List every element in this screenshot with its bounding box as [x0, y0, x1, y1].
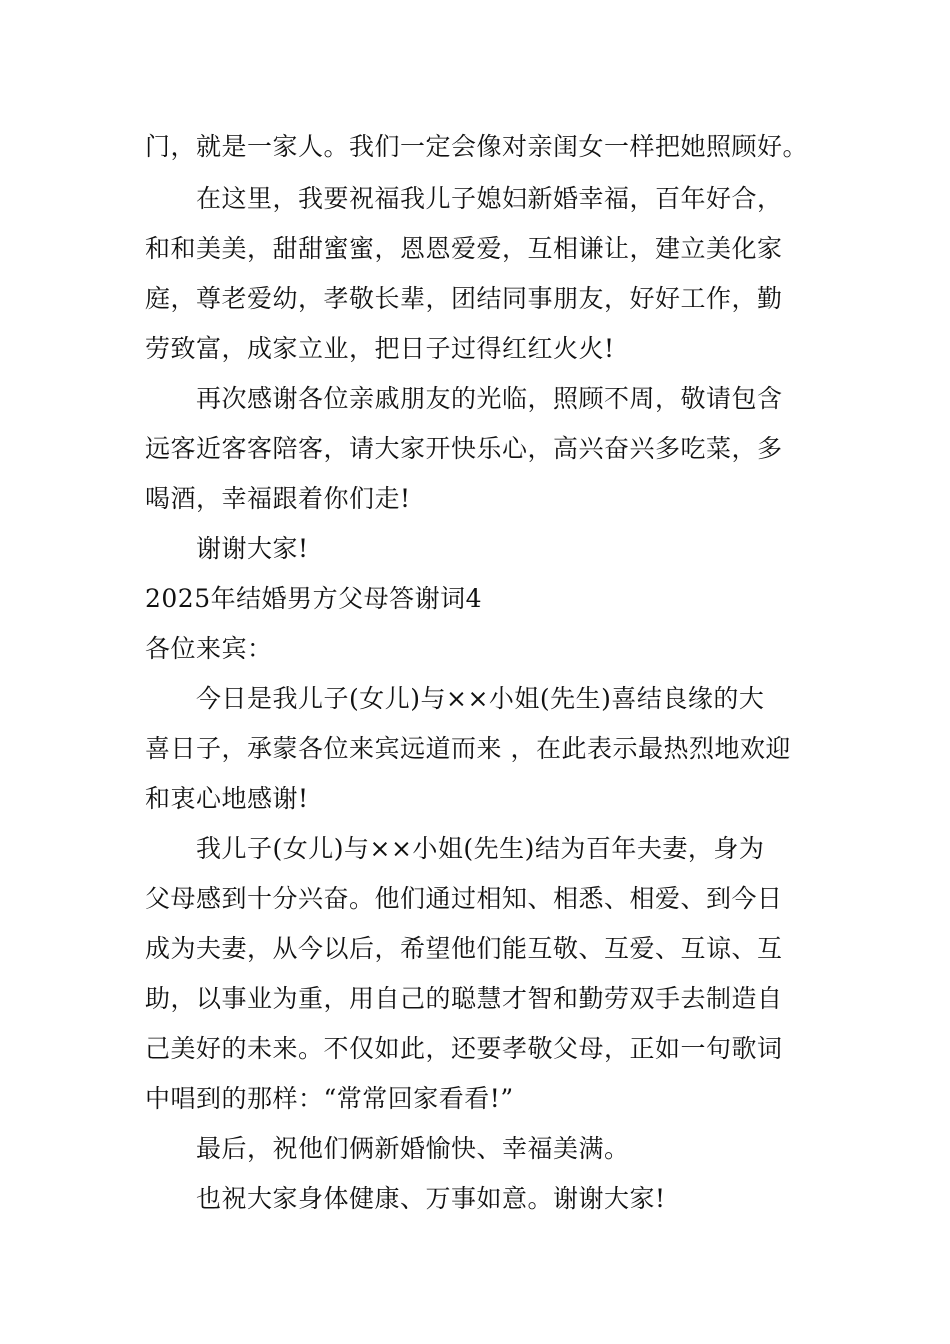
text-line: 父母感到十分兴奋。他们通过相知、相悉、相爱、到今日	[145, 884, 783, 913]
text-line: 喝酒，幸福跟着你们走!	[145, 484, 411, 513]
text-line: 也祝大家身体健康、万事如意。谢谢大家!	[196, 1184, 666, 1213]
text-line: 喜日子，承蒙各位来宾远道而来 ，在此表示最热烈地欢迎	[145, 734, 791, 763]
text-line: 和和美美，甜甜蜜蜜，恩恩爱爱，互相谦让，建立美化家	[145, 234, 783, 263]
section-heading: 2025年结婚男方父母答谢词4	[145, 584, 483, 613]
text-line: 今日是我儿子(女儿)与××小姐(先生)喜结良缘的大	[196, 684, 765, 713]
text-line: 中唱到的那样：“常常回家看看!”	[145, 1084, 514, 1113]
text-line: 庭，尊老爱幼，孝敬长辈，团结同事朋友，好好工作，勤	[145, 284, 783, 313]
text-line: 成为夫妻，从今以后，希望他们能互敬、互爱、互谅、互	[145, 934, 783, 963]
text-line: 在这里，我要祝福我儿子媳妇新婚幸福，百年好合，	[196, 184, 783, 213]
text-line: 谢谢大家!	[196, 534, 309, 563]
text-line: 劳致富，成家立业，把日子过得红红火火!	[145, 334, 615, 363]
text-line: 门，就是一家人。我们一定会像对亲闺女一样把她照顾好。	[145, 132, 809, 161]
text-line: 再次感谢各位亲戚朋友的光临，照顾不周，敬请包含	[196, 384, 783, 413]
salutation: 各位来宾：	[145, 634, 273, 663]
text-line: 己美好的未来。不仅如此，还要孝敬父母，正如一句歌词	[145, 1034, 783, 1063]
text-line: 我儿子(女儿)与××小姐(先生)结为百年夫妻，身为	[196, 834, 765, 863]
text-line: 助，以事业为重，用自己的聪慧才智和勤劳双手去制造自	[145, 984, 783, 1013]
text-line: 最后，祝他们俩新婚愉快、幸福美满。	[196, 1134, 630, 1163]
text-line: 远客近客客陪客，请大家开快乐心，高兴奋兴多吃菜，多	[145, 434, 783, 463]
text-line: 和衷心地感谢!	[145, 784, 309, 813]
